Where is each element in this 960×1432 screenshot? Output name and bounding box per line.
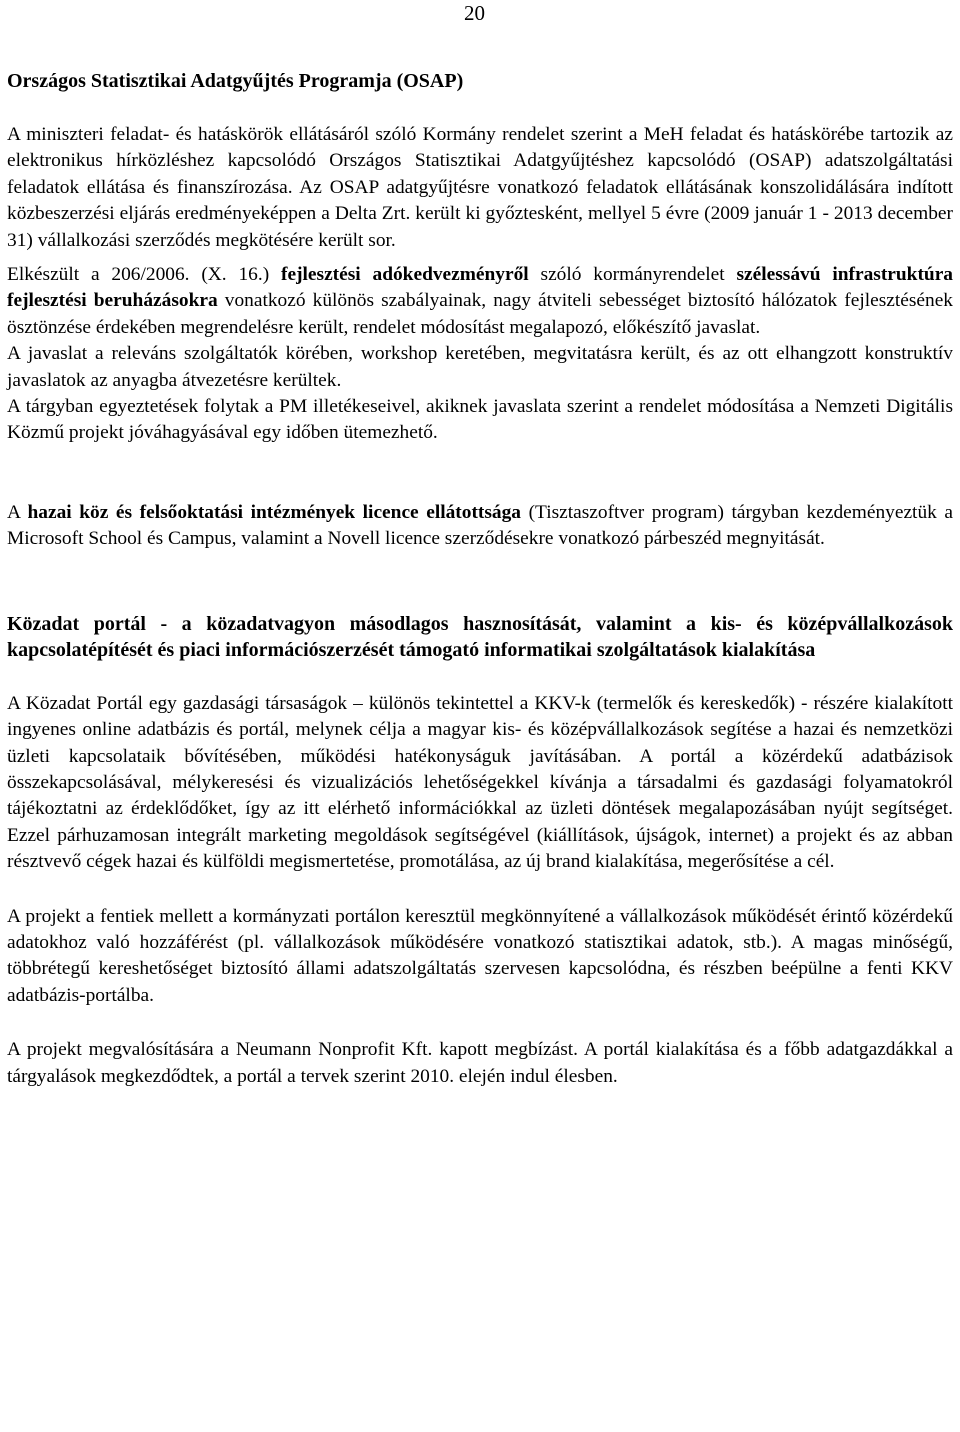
osap-paragraph-1: A miniszteri feladat- és hatáskörök ellátásáról szóló Kormány rendelet szerint a MeH feladat és hatáskörébe tartozik az elektronikus hírközléshez kapcsolódó Országos Statisztikai Adatgyűjtéshez kapcsolódó (OSAP) adatszolgáltatási feladatok ellátása és finanszírozása. Az OSAP adatgyűjtésre vonatkozó feladatok ellátásának konszolidálására indított közbeszerzési eljárás eredményeképpen a Delta Zrt. került ki győztesként, mellyel 5 évre (2009 január 1 - 2013 december 31) vállalkozási szerződés megkötésére került sor. (7, 124, 953, 251)
licence-text-2: (Tisztaszoftver program) tárgyban kezdeményeztük a Microsoft School és Campus, valamint a Novell licence szerződésekre vonatkozó párbeszéd megnyitását. (7, 501, 954, 550)
kozadat-paragraph-1: A Közadat Portál egy gazdasági társaságok – különös tekintettel a KKV-k (termelők és kereskedők) - részére kialakított ingyenes online adatbázis és portál, melynek célja a magyar kis- és középvállalkozások segítése a hazai és nemzetközi üzleti kapcsolataik bővítésében, működési hatékonyságuk javításában. A portál a közérdekű adatbázisok összekapcsolásával, mélykeresési és vizualizációs lehetőségekkel kívánja a társadalmi és gazdasági folyamatokról tájékoztatni az érdeklődőket, így az itt elérhető információkkal az üzleti döntések megalapozásában nyújt segítséget. Ezzel párhuzamosan integrált marketing megoldások segítségével (kiállítások, újságok, internet) a projekt és az abban résztvevő cégek hazai és külföldi megismertetése, promotálása, az új brand kialakítása, megerősítése a cél. (7, 692, 953, 873)
osap-paragraph-4: A tárgyban egyeztetések folytak a PM illetékeseivel, akiknek javaslata szerint a rendelet módosítása a Nemzeti Digitális Közmű projekt jóváhagyásával egy időben ütemezhető. (7, 396, 953, 444)
kozadat-paragraph-2: A projekt a fentiek mellett a kormányzati portálon keresztül megkönnyítené a vállalkozások működését érintő közérdekű adatokhoz való hozzáférést (pl. vállalkozások működésére vonatkozó statisztikai adatok, stb.). A magas minőségű, többrétegű kereshetőséget biztosító állami adatszolgáltatás szervesen kapcsolódna, és részben beépülne a fenti KKV adatbázis-portálba. (7, 905, 953, 1006)
licence-paragraph (7, 500, 953, 553)
licence-bold: hazai köz és felsőoktatási intézmények licence ellátottsága (27, 501, 522, 523)
osap-paragraph-3: A javaslat a releváns szolgáltatók körében, workshop keretében, megvitatásra került, és az ott elhangzott konstruktív javaslatok az anyagba átvezetésre kerültek. (7, 343, 953, 391)
osap-p2-text-1: Elkészült a 206/2006. (X. 16.) (7, 264, 282, 286)
osap-paragraph-2 (7, 262, 953, 341)
osap-p2-text-2: szóló kormányrendelet (528, 264, 737, 286)
osap-heading: Országos Statisztikai Adatgyűjtés Programja (OSAP) (7, 70, 464, 92)
document-body (7, 68, 953, 1090)
osap-p2-text-3: vonatkozó különös szabályainak, nagy átviteli sebességet biztosító hálózatok fejlesztésének ösztönzése érdekében megrendelésre került, rendelet módosítást megalapozó, előkészítő javaslat. (7, 290, 953, 338)
page-number: 20 (464, 1, 485, 25)
osap-p2-bold-2: szélessávú infrastruktúra fejlesztési beruházásokra (7, 264, 954, 312)
licence-text-1: A (7, 501, 28, 523)
osap-p2-bold-1: fejlesztési adókedvezményről (281, 264, 529, 286)
kozadat-heading: Közadat portál - a közadatvagyon másodlagos hasznosítását, valamint a kis- és középvállalkozások kapcsolatépítését és piaci információszerzését támogató informatikai szolgáltatások kialakítása (7, 612, 953, 661)
kozadat-paragraph-3: A projekt megvalósítására a Neumann Nonprofit Kft. kapott megbízást. A portál kialakítása és a főbb adatgazdákkal a tárgyalások megkezdődtek, a portál a tervek szerint 2010. elején indul élesben. (7, 1039, 953, 1087)
